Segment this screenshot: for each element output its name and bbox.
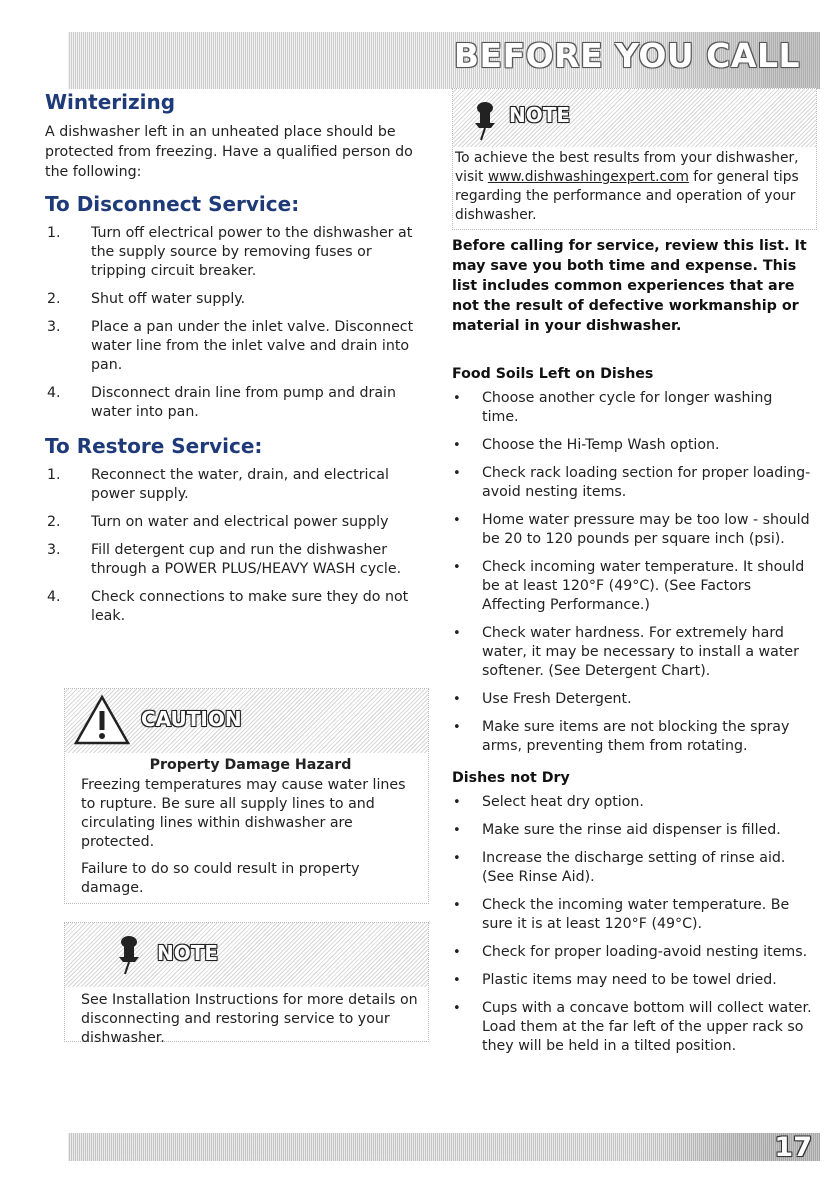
footer-banner <box>68 1133 820 1161</box>
food-soils-list <box>452 389 812 756</box>
step-number: 4. <box>47 589 61 605</box>
list-item: • Home water pressure may be too low - should be 20 to 120 pounds per square inch (psi). <box>452 511 812 549</box>
note-label: NOTE <box>157 941 219 965</box>
disconnect-steps <box>45 224 430 422</box>
step-number: 3. <box>47 542 61 558</box>
winterizing-title: Winterizing <box>45 90 176 114</box>
restore-step <box>45 541 430 579</box>
note-box-service <box>64 922 429 1046</box>
note-text: See Installation Instructions for more details on disconnecting and restoring service to your dishwasher. <box>81 992 418 1046</box>
list-item: • Make sure the rinse aid dispenser is filled. <box>452 821 812 840</box>
note-text <box>455 149 810 225</box>
list-item: • Check for proper loading-avoid nesting items. <box>452 943 812 962</box>
note-text-start: To achieve the best results from your dishwasher, visit <box>455 150 799 185</box>
caution-box <box>64 688 429 904</box>
not-dry-title: Dishes not Dry <box>452 770 570 786</box>
not-dry-list <box>452 793 812 1056</box>
list-item: • Plastic items may need to be towel dried. <box>452 971 812 990</box>
note-text-end: for general tips regarding the performance and operation of your dishwasher. <box>455 169 799 223</box>
caution-label: CAUTION <box>141 707 242 731</box>
step-text: Fill detergent cup and run the dishwasher through a POWER PLUS/HEAVY WASH cycle. <box>91 542 402 577</box>
note-box-tips <box>452 88 817 230</box>
restore-step <box>45 588 430 626</box>
step-text: Turn off electrical power to the dishwasher at the supply source by removing fuses or tripping circuit breaker. <box>91 225 413 279</box>
list-item: • Cups with a concave bottom will collect water. Load them at the far left of the upper rack so they will be held in a tilted position. <box>452 999 812 1056</box>
caution-heading: Property Damage Hazard <box>149 757 352 773</box>
list-item: • Make sure items are not blocking the spray arms, preventing them from rotating. <box>452 718 812 756</box>
food-soils-title: Food Soils Left on Dishes <box>452 366 654 382</box>
step-text: Place a pan under the inlet valve. Disconnect water line from the inlet valve and drain into pan. <box>91 319 414 373</box>
restore-step <box>45 513 430 532</box>
page-number: 17 <box>774 1132 812 1163</box>
list-item: • Choose another cycle for longer washing time. <box>452 389 812 427</box>
intro-text: Before calling for service, review this list. It may save you both time and expense. This list includes common experiences that are not the result of defective workmanship or material in your dishwasher. <box>452 238 807 334</box>
warning-triangle-icon <box>73 694 131 746</box>
step-number: 2. <box>47 514 61 530</box>
disconnect-step <box>45 290 430 309</box>
page-title: BEFORE YOU CALL <box>453 36 800 75</box>
right-column <box>452 236 812 1056</box>
list-item: • Select heat dry option. <box>452 793 812 812</box>
list-item: • Use Fresh Detergent. <box>452 690 812 709</box>
note-banner <box>453 89 816 147</box>
pushpin-icon <box>471 99 499 141</box>
list-item: • Check incoming water temperature. It should be at least 120°F (49°C). (See Factors Affecting Performance.) <box>452 558 812 615</box>
list-item: • Check rack loading section for proper loading-avoid nesting items. <box>452 464 812 502</box>
step-text: Reconnect the water, drain, and electrical power supply. <box>91 467 389 502</box>
restore-title: To Restore Service: <box>45 434 263 458</box>
step-number: 1. <box>47 225 61 241</box>
disconnect-title: To Disconnect Service: <box>45 192 300 216</box>
restore-steps <box>45 466 430 626</box>
disconnect-step <box>45 224 430 281</box>
note-banner <box>65 923 428 987</box>
website-link[interactable]: www.dishwashingexpert.com <box>487 169 689 185</box>
caution-banner <box>65 689 428 753</box>
list-item: • Choose the Hi-Temp Wash option. <box>452 436 812 455</box>
step-number: 2. <box>47 291 61 307</box>
step-text: Disconnect drain line from pump and drain water into pan. <box>91 385 396 420</box>
step-text: Turn on water and electrical power supply <box>91 514 389 530</box>
caution-text: Freezing temperatures may cause water lines to rupture. Be sure all supply lines to and circulating lines within dishwasher are protected. <box>81 777 406 850</box>
step-number: 3. <box>47 319 61 335</box>
left-column <box>45 90 430 626</box>
list-item: • Check the incoming water temperature. Be sure it is at least 120°F (49°C). <box>452 896 812 934</box>
disconnect-step <box>45 318 430 375</box>
header-banner <box>68 32 820 89</box>
step-text: Check connections to make sure they do not leak. <box>91 589 409 624</box>
note-label: NOTE <box>509 103 571 127</box>
winterizing-text: A dishwasher left in an unheated place should be protected from freezing. Have a qualified person do the following: <box>45 124 413 180</box>
step-number: 1. <box>47 467 61 483</box>
disconnect-step <box>45 384 430 422</box>
step-number: 4. <box>47 385 61 401</box>
pushpin-icon <box>115 933 143 975</box>
restore-step <box>45 466 430 504</box>
step-text: Shut off water supply. <box>91 291 246 307</box>
list-item: • Check water hardness. For extremely hard water, it may be necessary to install a water softener. (See Detergent Chart). <box>452 624 812 681</box>
list-item: • Increase the discharge setting of rinse aid. (See Rinse Aid). <box>452 849 812 887</box>
caution-text-2: Failure to do so could result in property damage. <box>81 861 360 896</box>
